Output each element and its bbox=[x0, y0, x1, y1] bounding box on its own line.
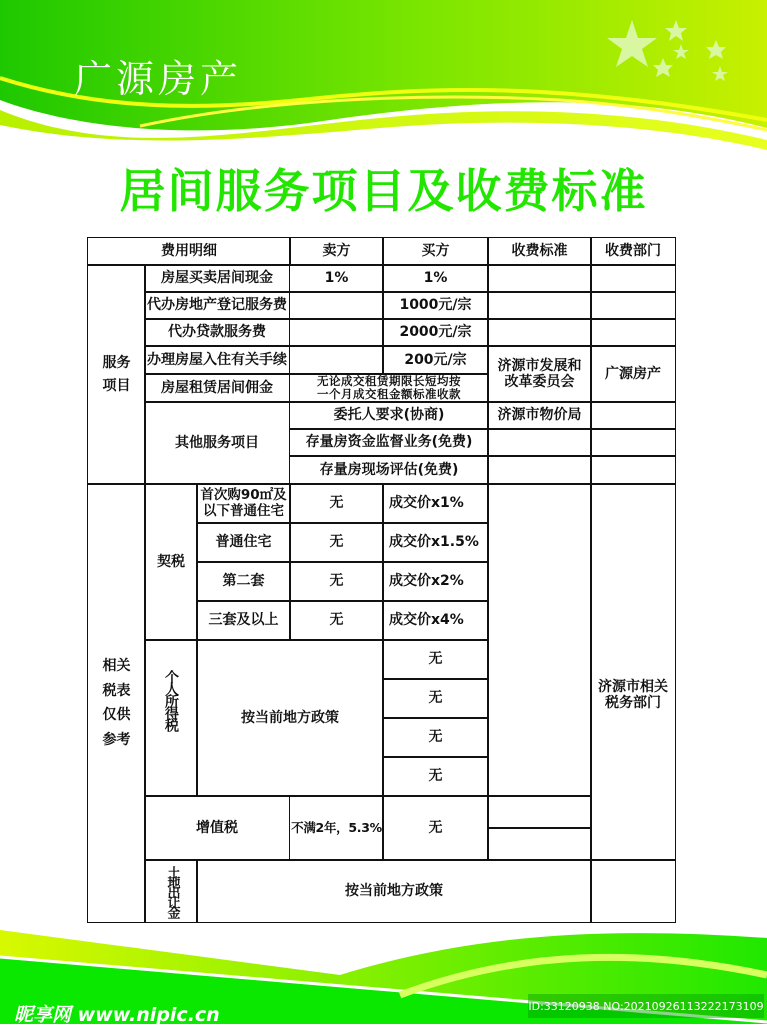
service-item: 代办房地产登记服务费 bbox=[144, 291, 290, 320]
standard-price-bureau: 济源市物价局 bbox=[487, 401, 592, 430]
deed-tax-seller: 无 bbox=[289, 600, 384, 641]
land-fee-value: 按当前地方政策 bbox=[196, 859, 592, 923]
deed-tax-buyer: 成交价x4% bbox=[382, 600, 489, 641]
service-item: 办理房屋入住有关手续 bbox=[144, 345, 290, 375]
service-section-label: 服务 项目 bbox=[87, 264, 146, 485]
service-item: 房屋买卖居间现金 bbox=[144, 264, 290, 293]
buyer-fee: 1% bbox=[382, 264, 489, 293]
deed-tax-type: 三套及以上 bbox=[196, 600, 291, 641]
other-service-item: 委托人要求(协商) bbox=[289, 401, 489, 430]
watermark-logo: 昵享网 www.nipic.cn bbox=[14, 1004, 220, 1026]
department-cell bbox=[590, 291, 676, 320]
deed-tax-type: 第二套 bbox=[196, 561, 291, 602]
standard-ndrc: 济源市发展和 改革委员会 bbox=[487, 345, 592, 403]
income-tax-buyer: 无 bbox=[382, 678, 489, 719]
standard-cell bbox=[487, 264, 592, 293]
seller-fee bbox=[289, 318, 384, 347]
deed-tax-seller: 无 bbox=[289, 522, 384, 563]
income-tax-buyer: 无 bbox=[382, 717, 489, 758]
seller-fee bbox=[289, 345, 384, 375]
other-services-label: 其他服务项目 bbox=[144, 401, 290, 485]
header-banner bbox=[0, 0, 767, 150]
standard-cell bbox=[487, 318, 592, 347]
land-fee-label: 土地出让金 bbox=[144, 859, 198, 923]
department-cell bbox=[590, 318, 676, 347]
standard-cell bbox=[487, 827, 592, 861]
rental-commission-note: 无论成交租赁期限长短均按 一个月成交租金额标准收款 bbox=[289, 373, 489, 403]
vat-label: 增值税 bbox=[144, 795, 290, 861]
deed-tax-buyer: 成交价x2% bbox=[382, 561, 489, 602]
income-tax-buyer: 无 bbox=[382, 639, 489, 680]
income-tax-buyer: 无 bbox=[382, 756, 489, 797]
department-cell bbox=[590, 428, 676, 457]
watermark-id: ID:33120938 NO:20210926113222173109 bbox=[528, 994, 764, 1018]
deed-tax-type: 普通住宅 bbox=[196, 522, 291, 563]
col-header-department: 收费部门 bbox=[590, 237, 676, 266]
service-item: 代办贷款服务费 bbox=[144, 318, 290, 347]
standard-cell bbox=[487, 795, 592, 829]
department-cell bbox=[590, 264, 676, 293]
col-header-standard: 收费标准 bbox=[487, 237, 592, 266]
department-cell bbox=[590, 455, 676, 485]
tax-section-label: 相关 税表 仅供 参考 bbox=[87, 483, 146, 923]
buyer-fee: 2000元/宗 bbox=[382, 318, 489, 347]
other-service-item: 存量房现场评估(免费) bbox=[289, 455, 489, 485]
department-cell bbox=[590, 401, 676, 430]
standard-cell bbox=[487, 455, 592, 485]
buyer-fee: 200元/宗 bbox=[382, 345, 489, 375]
tax-department: 济源市相关 税务部门 bbox=[590, 483, 676, 861]
deed-tax-label: 契税 bbox=[144, 483, 198, 641]
brand-logo-text: 广源房产 bbox=[74, 57, 243, 101]
col-header-buyer: 买方 bbox=[382, 237, 489, 266]
department-guangyuan: 广源房产 bbox=[590, 345, 676, 403]
deed-tax-type: 首次购90㎡及 以下普通住宅 bbox=[196, 483, 291, 524]
other-service-item: 存量房资金监督业务(免费) bbox=[289, 428, 489, 457]
col-header-seller: 卖方 bbox=[289, 237, 384, 266]
seller-fee: 1% bbox=[289, 264, 384, 293]
vat-seller: 不满2年，5.3% bbox=[289, 795, 384, 861]
standard-cell bbox=[487, 291, 592, 320]
vat-buyer: 无 bbox=[382, 795, 489, 861]
deed-tax-buyer: 成交价x1% bbox=[382, 483, 489, 524]
deed-tax-buyer: 成交价x1.5% bbox=[382, 522, 489, 563]
service-item: 房屋租赁居间佣金 bbox=[144, 373, 290, 403]
deed-tax-seller: 无 bbox=[289, 483, 384, 524]
income-tax-label: 个人所得税 bbox=[144, 639, 198, 797]
department-cell bbox=[590, 859, 676, 923]
standard-cell bbox=[487, 428, 592, 457]
standard-cell bbox=[487, 483, 592, 797]
col-header-detail: 费用明细 bbox=[87, 237, 291, 266]
page-title: 居间服务项目及收费标准 bbox=[119, 164, 648, 218]
seller-fee bbox=[289, 291, 384, 320]
income-tax-seller: 按当前地方政策 bbox=[196, 639, 384, 797]
buyer-fee: 1000元/宗 bbox=[382, 291, 489, 320]
deed-tax-seller: 无 bbox=[289, 561, 384, 602]
